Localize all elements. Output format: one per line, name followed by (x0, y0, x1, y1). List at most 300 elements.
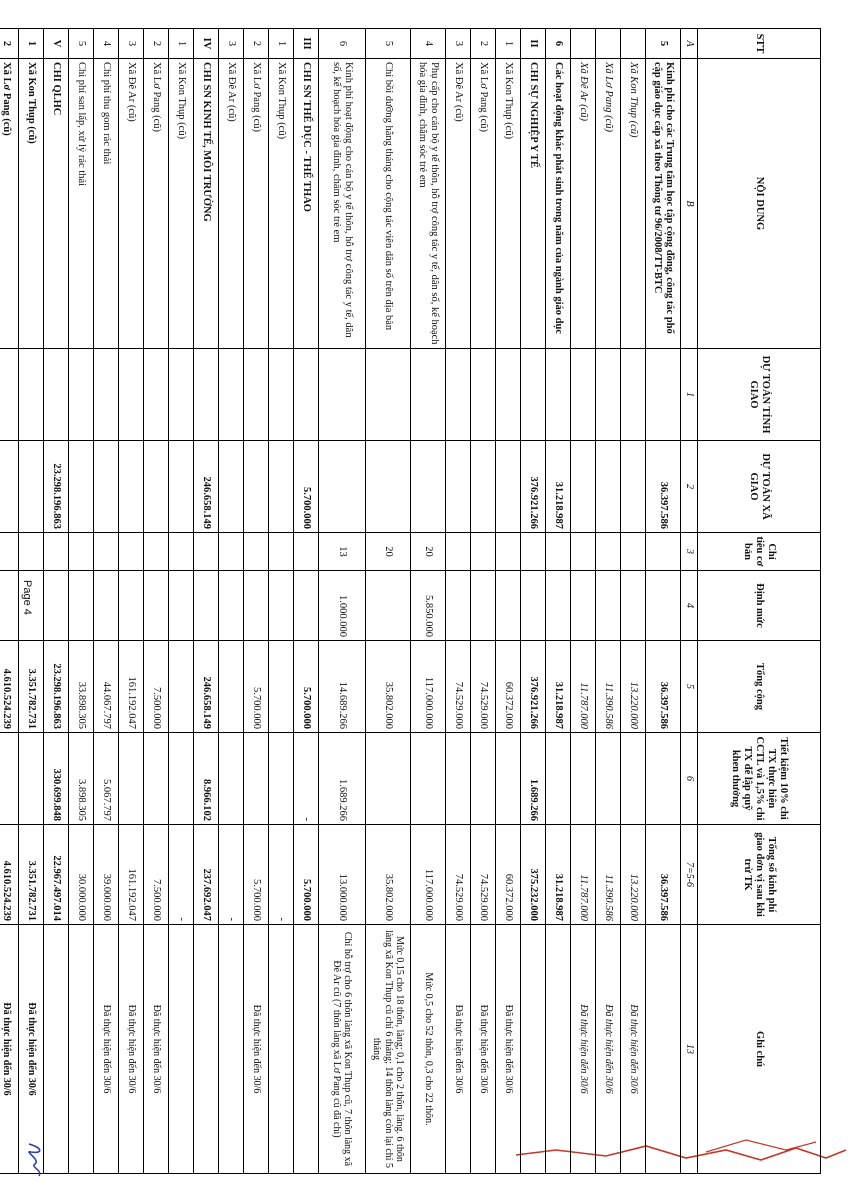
cell-tong-so: 13.220.000 (621, 825, 646, 925)
index-cell: 7=5-6 (681, 825, 698, 925)
cell-tong-so: 161.192.047 (119, 825, 144, 925)
index-cell: 1 (681, 349, 698, 441)
cell-du-toan-tinh (69, 349, 94, 441)
cell-du-toan-tinh (546, 349, 571, 441)
cell-du-toan-xa: 246.658.149 (194, 441, 219, 533)
cell-chi-tieu (521, 533, 546, 571)
cell-ghi-chu: Mức 0,5 cho 52 thôn, 0,3 cho 22 thôn. (411, 925, 446, 1174)
cell-tong-cong: 74.529.000 (446, 641, 471, 733)
cell-noi-dung: Xã Đê Ar (cũ) (219, 59, 244, 349)
cell-ghi-chu: Mức 0,15 cho 18 thôn, làng; 0,1 cho 2 thôn, làng. 6 thôn làng xã Kon Thụp cũ chỉ 6 tháng; 14 thôn làng còn lại chi 5 tháng (366, 925, 411, 1174)
header-row (698, 29, 821, 1174)
cell-stt: 4 (411, 29, 446, 59)
col-noi-dung: NỘI DUNG (698, 59, 821, 349)
cell-ghi-chu (646, 925, 681, 1174)
table-row (446, 29, 471, 1174)
cell-chi-tieu (0, 533, 19, 571)
cell-du-toan-xa (446, 441, 471, 533)
cell-du-toan-xa (69, 441, 94, 533)
cell-tong-cong: 23.298.196.863 (44, 641, 69, 733)
cell-ghi-chu (294, 925, 319, 1174)
cell-tong-cong: 7.500.000 (144, 641, 169, 733)
cell-stt (571, 29, 596, 59)
cell-ghi-chu: Đã thực hiện đến 30/6 (94, 925, 119, 1174)
cell-ghi-chu: Chỉ hỗ trợ cho 6 thôn làng xã Kon Thụp cũ, 7 thôn làng xã Đê Ar cũ (7 thôn làng xã Lơ Pang cũ đã chi) (319, 925, 366, 1174)
cell-chi-tieu (646, 533, 681, 571)
cell-dinh-muc (194, 571, 219, 641)
cell-du-toan-tinh (521, 349, 546, 441)
cell-noi-dung: Xã Đê Ar (cũ) (446, 59, 471, 349)
cell-tong-so: - (219, 825, 244, 925)
table-row (521, 29, 546, 1174)
index-row (681, 29, 698, 1174)
cell-chi-tieu (69, 533, 94, 571)
cell-tong-cong: 5.700.000 (294, 641, 319, 733)
cell-dinh-muc (294, 571, 319, 641)
cell-du-toan-tinh (244, 349, 269, 441)
cell-noi-dung: Xã Kon Thụp (cũ) (496, 59, 521, 349)
cell-ghi-chu (546, 925, 571, 1174)
cell-du-toan-tinh (19, 349, 44, 441)
cell-ghi-chu: Đã thực hiện đến 30/6 (621, 925, 646, 1174)
cell-chi-tieu (446, 533, 471, 571)
table-row (269, 29, 294, 1174)
cell-ghi-chu: Đã thực hiện đến 30/6 (144, 925, 169, 1174)
cell-stt: 5 (366, 29, 411, 59)
index-cell: A (681, 29, 698, 59)
cell-tong-so: 375.232.000 (521, 825, 546, 925)
cell-du-toan-xa (471, 441, 496, 533)
cell-dinh-muc (571, 571, 596, 641)
col-tong-so: Tổng số kinh phí giao đơn vị sau khi trừ TK (698, 825, 821, 925)
cell-noi-dung: Xã Kon Thụp (cũ) (269, 59, 294, 349)
table-row (366, 29, 411, 1174)
table-row (319, 29, 366, 1174)
cell-dinh-muc (244, 571, 269, 641)
cell-dinh-muc (546, 571, 571, 641)
index-cell: 4 (681, 571, 698, 641)
cell-tong-so: - (269, 825, 294, 925)
index-cell: 6 (681, 733, 698, 825)
budget-table (0, 28, 821, 1174)
cell-du-toan-xa (0, 441, 19, 533)
cell-tiet-kiem (0, 733, 19, 825)
cell-chi-tieu (621, 533, 646, 571)
table-row (294, 29, 319, 1174)
cell-tong-so: 13.000.000 (319, 825, 366, 925)
cell-du-toan-tinh (496, 349, 521, 441)
cell-du-toan-xa (169, 441, 194, 533)
col-ghi-chu: Ghi chú (698, 925, 821, 1174)
col-du-toan-xa: DỰ TOÁN XÃ GIAO (698, 441, 821, 533)
cell-du-toan-xa (621, 441, 646, 533)
cell-stt: 1 (169, 29, 194, 59)
cell-tiet-kiem (119, 733, 144, 825)
cell-tong-so: 5.700.000 (244, 825, 269, 925)
cell-chi-tieu (546, 533, 571, 571)
cell-noi-dung: Xã Kon Thụp (cũ) (19, 59, 44, 349)
cell-noi-dung: Phụ cấp cho cán bộ y tế thôn, hỗ trợ công tác y tế, dân số, kế hoạch hóa gia đình, chăm sóc trẻ em (411, 59, 446, 349)
cell-dinh-muc (446, 571, 471, 641)
cell-tong-cong: 33.898.305 (69, 641, 94, 733)
cell-du-toan-xa: 36.397.586 (646, 441, 681, 533)
cell-tong-cong: 4.610.524.239 (0, 641, 19, 733)
cell-tong-cong: 31.218.987 (546, 641, 571, 733)
cell-du-toan-tinh (144, 349, 169, 441)
budget-table-container (0, 28, 821, 1173)
index-cell: 3 (681, 533, 698, 571)
cell-ghi-chu (521, 925, 546, 1174)
cell-du-toan-tinh (94, 349, 119, 441)
cell-stt: IV (194, 29, 219, 59)
table-row (144, 29, 169, 1174)
cell-stt: 3 (219, 29, 244, 59)
cell-chi-tieu (571, 533, 596, 571)
cell-ghi-chu (69, 925, 94, 1174)
cell-noi-dung: Xã Kon Thụp (cũ) (169, 59, 194, 349)
cell-noi-dung: Xã Lơ Pang (cũ) (596, 59, 621, 349)
cell-tong-cong: 3.351.782.731 (19, 641, 44, 733)
cell-ghi-chu: Đã thực hiện đến 30/6 (0, 925, 19, 1174)
table-row (244, 29, 269, 1174)
cell-du-toan-xa: 376.921.266 (521, 441, 546, 533)
cell-du-toan-tinh (646, 349, 681, 441)
cell-chi-tieu (471, 533, 496, 571)
index-cell: 5 (681, 641, 698, 733)
cell-tiet-kiem (169, 733, 194, 825)
cell-dinh-muc (366, 571, 411, 641)
cell-du-toan-xa (144, 441, 169, 533)
cell-chi-tieu: 13 (319, 533, 366, 571)
table-row (219, 29, 244, 1174)
cell-tiet-kiem: 5.067.797 (94, 733, 119, 825)
cell-noi-dung: Xã Đê Ar (cũ) (571, 59, 596, 349)
cell-chi-tieu (119, 533, 144, 571)
cell-tong-cong: 11.390.586 (596, 641, 621, 733)
cell-ghi-chu (269, 925, 294, 1174)
cell-noi-dung: Kinh phí cho các Trung tâm học tập cộng đồng, công tác phổ cập giáo dục cấp xã theo Thông tư 96/2008/TT-BTC (646, 59, 681, 349)
cell-du-toan-xa: 5.700.000 (294, 441, 319, 533)
cell-noi-dung: Xã Lơ Pang (cũ) (0, 59, 19, 349)
cell-tong-cong: 5.700.000 (244, 641, 269, 733)
cell-tiet-kiem (496, 733, 521, 825)
table-row (546, 29, 571, 1174)
cell-tong-so: 74.529.000 (471, 825, 496, 925)
cell-tong-so: 31.218.987 (546, 825, 571, 925)
cell-du-toan-tinh (319, 349, 366, 441)
cell-du-toan-tinh (411, 349, 446, 441)
cell-noi-dung: Các hoạt động khác phát sinh trong năm của ngành giáo dục (546, 59, 571, 349)
cell-noi-dung: Chi bồi dưỡng hằng tháng cho cộng tác viên dân số trên địa bàn (366, 59, 411, 349)
table-row (69, 29, 94, 1174)
cell-chi-tieu (269, 533, 294, 571)
table-row (471, 29, 496, 1174)
cell-tong-so: 22.967.497.014 (44, 825, 69, 925)
cell-ghi-chu: Đã thực hiện đến 30/6 (571, 925, 596, 1174)
cell-tong-cong: 44.067.797 (94, 641, 119, 733)
table-row (411, 29, 446, 1174)
cell-du-toan-tinh (44, 349, 69, 441)
cell-stt: 3 (446, 29, 471, 59)
cell-du-toan-tinh (571, 349, 596, 441)
cell-tiet-kiem (411, 733, 446, 825)
cell-du-toan-tinh (0, 349, 19, 441)
cell-ghi-chu (194, 925, 219, 1174)
cell-stt: V (44, 29, 69, 59)
cell-ghi-chu: Đã thực hiện đến 30/6 (244, 925, 269, 1174)
cell-noi-dung: CHI SN THỂ DỤC - THỂ THAO (294, 59, 319, 349)
cell-tong-so: 4.610.524.239 (0, 825, 19, 925)
cell-du-toan-xa (19, 441, 44, 533)
cell-tong-so: 237.692.047 (194, 825, 219, 925)
cell-du-toan-xa: 23.298.196.863 (44, 441, 69, 533)
table-body (0, 29, 681, 1174)
cell-tong-so: 5.700.000 (294, 825, 319, 925)
cell-dinh-muc (169, 571, 194, 641)
cell-dinh-muc (94, 571, 119, 641)
cell-du-toan-xa (366, 441, 411, 533)
index-cell: 13 (681, 925, 698, 1174)
cell-tiet-kiem: - (294, 733, 319, 825)
cell-tiet-kiem (244, 733, 269, 825)
cell-stt: 1 (19, 29, 44, 59)
cell-tong-cong (269, 641, 294, 733)
table-row (596, 29, 621, 1174)
cell-du-toan-tinh (471, 349, 496, 441)
cell-tong-so: 36.397.586 (646, 825, 681, 925)
cell-dinh-muc (596, 571, 621, 641)
cell-du-toan-tinh (219, 349, 244, 441)
cell-stt: 1 (269, 29, 294, 59)
cell-tong-cong: 376.921.266 (521, 641, 546, 733)
cell-du-toan-xa (244, 441, 269, 533)
col-du-toan-tinh: DỰ TOÁN TỈNH GIAO (698, 349, 821, 441)
index-cell: 2 (681, 441, 698, 533)
cell-chi-tieu (596, 533, 621, 571)
table-row (44, 29, 69, 1174)
cell-noi-dung: Xã Đê Ar (cũ) (119, 59, 144, 349)
col-dinh-muc: Định mức (698, 571, 821, 641)
cell-dinh-muc: 5.850.000 (411, 571, 446, 641)
cell-du-toan-tinh (119, 349, 144, 441)
cell-tong-so: 35.802.000 (366, 825, 411, 925)
cell-dinh-muc (621, 571, 646, 641)
cell-tong-cong: 161.192.047 (119, 641, 144, 733)
table-row (571, 29, 596, 1174)
cell-stt: 2 (244, 29, 269, 59)
cell-tong-so: 39.000.000 (94, 825, 119, 925)
cell-tong-so: 117.000.000 (411, 825, 446, 925)
cell-tong-so: 11.787.000 (571, 825, 596, 925)
cell-stt: 6 (546, 29, 571, 59)
cell-tong-cong: 35.802.000 (366, 641, 411, 733)
cell-noi-dung: Kinh phí hoạt động cho cán bộ y tế thôn, hỗ trợ công tác y tế, dân số, kế hoạch hóa gia đình, chăm sóc trẻ em (319, 59, 366, 349)
cell-dinh-muc (69, 571, 94, 641)
cell-ghi-chu: Đã thực hiện đến 30/6 (471, 925, 496, 1174)
cell-du-toan-xa (219, 441, 244, 533)
cell-dinh-muc (0, 571, 19, 641)
signature-mark (21, 1140, 51, 1180)
cell-du-toan-tinh (169, 349, 194, 441)
cell-chi-tieu (94, 533, 119, 571)
cell-ghi-chu: Đã thực hiện đến 30/6 (19, 925, 44, 1174)
cell-tiet-kiem: 3.898.305 (69, 733, 94, 825)
cell-du-toan-tinh (366, 349, 411, 441)
cell-noi-dung: CHI QLHC (44, 59, 69, 349)
table-row (646, 29, 681, 1174)
table-row (94, 29, 119, 1174)
col-tong-cong: Tổng cộng (698, 641, 821, 733)
cell-du-toan-xa: 31.218.987 (546, 441, 571, 533)
cell-chi-tieu (144, 533, 169, 571)
cell-du-toan-tinh (446, 349, 471, 441)
index-cell: B (681, 59, 698, 349)
cell-dinh-muc (144, 571, 169, 641)
cell-ghi-chu (219, 925, 244, 1174)
table-row (194, 29, 219, 1174)
cell-stt: 3 (119, 29, 144, 59)
cell-dinh-muc (496, 571, 521, 641)
cell-chi-tieu: 20 (366, 533, 411, 571)
cell-noi-dung: Xã Lơ Pang (cũ) (244, 59, 269, 349)
cell-chi-tieu (19, 533, 44, 571)
cell-stt: II (521, 29, 546, 59)
cell-stt: 2 (144, 29, 169, 59)
page-number: Page 4 (21, 580, 33, 615)
cell-du-toan-xa (94, 441, 119, 533)
cell-tong-cong (219, 641, 244, 733)
cell-stt: 5 (646, 29, 681, 59)
cell-tong-cong: 74.529.000 (471, 641, 496, 733)
cell-tiet-kiem (621, 733, 646, 825)
cell-dinh-muc (521, 571, 546, 641)
cell-stt (621, 29, 646, 59)
col-stt: STT (698, 29, 821, 59)
cell-tiet-kiem: 1.689.266 (521, 733, 546, 825)
cell-noi-dung: CHI SN KINH TẾ, MÔI TRƯỜNG (194, 59, 219, 349)
cell-du-toan-tinh (294, 349, 319, 441)
cell-tong-so: - (169, 825, 194, 925)
cell-chi-tieu: 20 (411, 533, 446, 571)
cell-du-toan-tinh (621, 349, 646, 441)
cell-stt: 2 (471, 29, 496, 59)
cell-chi-tieu (219, 533, 244, 571)
cell-chi-tieu (169, 533, 194, 571)
cell-dinh-muc (119, 571, 144, 641)
table-row (496, 29, 521, 1174)
cell-du-toan-xa (596, 441, 621, 533)
cell-noi-dung: CHI SỰ NGHIỆP Y TẾ (521, 59, 546, 349)
cell-tong-so: 30.000.000 (69, 825, 94, 925)
cell-tong-so: 74.529.000 (446, 825, 471, 925)
cell-chi-tieu (496, 533, 521, 571)
cell-ghi-chu: Đã thực hiện đến 30/6 (119, 925, 144, 1174)
cell-tong-so: 60.372.000 (496, 825, 521, 925)
cell-du-toan-xa (496, 441, 521, 533)
cell-dinh-muc (269, 571, 294, 641)
cell-tiet-kiem (219, 733, 244, 825)
cell-tong-cong: 11.787.000 (571, 641, 596, 733)
cell-chi-tieu (194, 533, 219, 571)
cell-tong-cong: 14.689.266 (319, 641, 366, 733)
cell-tiet-kiem (446, 733, 471, 825)
cell-du-toan-tinh (596, 349, 621, 441)
cell-tiet-kiem: 8.966.102 (194, 733, 219, 825)
cell-stt: 2 (0, 29, 19, 59)
cell-stt: 4 (94, 29, 119, 59)
cell-du-toan-tinh (269, 349, 294, 441)
cell-chi-tieu (44, 533, 69, 571)
cell-tong-cong: 117.000.000 (411, 641, 446, 733)
cell-stt: III (294, 29, 319, 59)
cell-dinh-muc (646, 571, 681, 641)
cell-ghi-chu: Đã thực hiện đến 30/6 (496, 925, 521, 1174)
cell-tiet-kiem (269, 733, 294, 825)
cell-tong-cong: 246.658.149 (194, 641, 219, 733)
table-row (621, 29, 646, 1174)
cell-tiet-kiem (471, 733, 496, 825)
cell-ghi-chu: Đã thực hiện đến 30/6 (446, 925, 471, 1174)
cell-du-toan-xa (411, 441, 446, 533)
cell-tong-so: 7.500.000 (144, 825, 169, 925)
table-row (0, 29, 19, 1174)
cell-ghi-chu (44, 925, 69, 1174)
cell-ghi-chu: Đã thực hiện đến 30/6 (596, 925, 621, 1174)
cell-du-toan-xa (571, 441, 596, 533)
cell-dinh-muc: 1.000.000 (319, 571, 366, 641)
cell-tiet-kiem: 330.699.848 (44, 733, 69, 825)
cell-stt: 5 (69, 29, 94, 59)
cell-tong-cong: 13.220.000 (621, 641, 646, 733)
cell-tiet-kiem (646, 733, 681, 825)
cell-stt (596, 29, 621, 59)
cell-dinh-muc (44, 571, 69, 641)
cell-noi-dung: Xã Kon Thụp (cũ) (621, 59, 646, 349)
cell-tong-cong: 60.372.000 (496, 641, 521, 733)
cell-noi-dung: Chi phí thu gom rác thải (94, 59, 119, 349)
cell-tiet-kiem (366, 733, 411, 825)
cell-stt: 6 (319, 29, 366, 59)
cell-ghi-chu (169, 925, 194, 1174)
cell-du-toan-xa (119, 441, 144, 533)
cell-tiet-kiem (546, 733, 571, 825)
cell-chi-tieu (244, 533, 269, 571)
cell-noi-dung: Xã Lơ Pang (cũ) (144, 59, 169, 349)
cell-tiet-kiem (19, 733, 44, 825)
cell-tong-so: 3.351.782.731 (19, 825, 44, 925)
cell-tong-cong: 36.397.586 (646, 641, 681, 733)
cell-stt: 1 (496, 29, 521, 59)
cell-du-toan-xa (269, 441, 294, 533)
cell-tiet-kiem (596, 733, 621, 825)
table-row (169, 29, 194, 1174)
cell-tiet-kiem (144, 733, 169, 825)
cell-noi-dung: Chi phí san lấp, xử lý rác thải (69, 59, 94, 349)
cell-du-toan-xa (319, 441, 366, 533)
table-row (119, 29, 144, 1174)
cell-tong-so: 11.390.586 (596, 825, 621, 925)
col-tiet-kiem: Tiết kiệm 10% chi TX thực hiện CCTL và 1,5% chi TX để lập quỹ khen thưởng (698, 733, 821, 825)
cell-chi-tieu (294, 533, 319, 571)
cell-noi-dung: Xã Lơ Pang (cũ) (471, 59, 496, 349)
cell-dinh-muc (471, 571, 496, 641)
cell-du-toan-tinh (194, 349, 219, 441)
col-chi-tieu: Chỉ tiêu cơ bản (698, 533, 821, 571)
cell-tiet-kiem (571, 733, 596, 825)
cell-tiet-kiem: 1.689.266 (319, 733, 366, 825)
cell-dinh-muc (219, 571, 244, 641)
cell-tong-cong (169, 641, 194, 733)
